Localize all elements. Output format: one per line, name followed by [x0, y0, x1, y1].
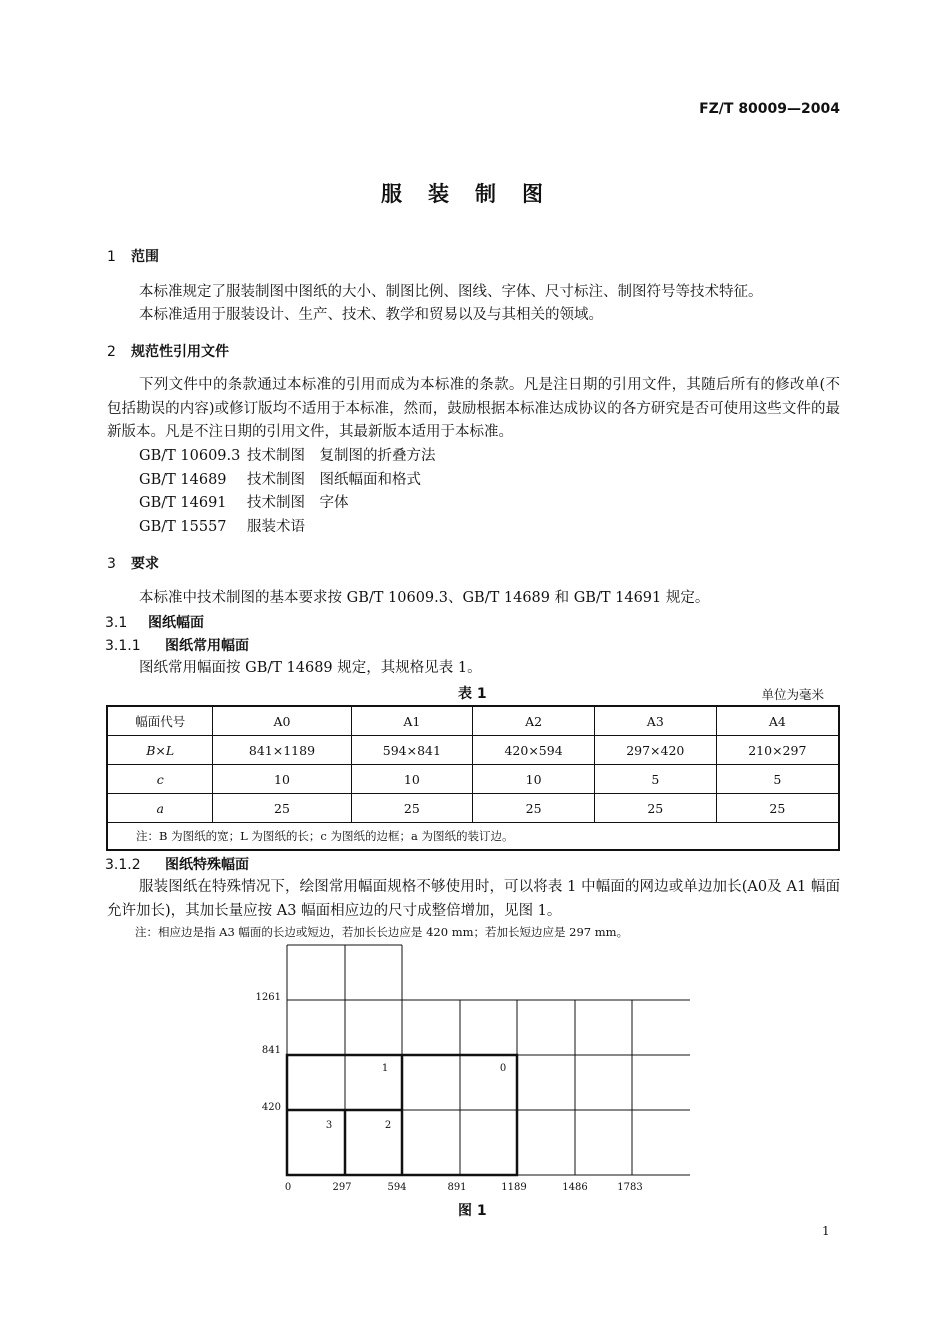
- section-2-paragraph: 下列文件中的条款通过本标准的引用而成为本标准的条款。凡是注日期的引用文件，其随后所有的修改单(不包括勘误的内容)或修订版均不适用于本标准，然而，鼓励根据本标准达成协议的各方研究是否可使用这些文件的最新版本。凡是不注日期的引用文件，其最新版本适用于本标准。: [107, 377, 840, 440]
- section-number: 2: [107, 344, 116, 360]
- section-number: 1: [107, 249, 116, 265]
- x-tick-label: 0: [284, 1182, 292, 1193]
- section-1-paragraph-1: 本标准规定了服装制图中图纸的大小、制图比例、图线、字体、尺寸标注、制图符号等技术特征。: [139, 284, 763, 300]
- section-3-1-2-note: 注：相应边是指 A3 幅面的长边或短边，若加长长边应是 420 mm；若加长短边应是 297 mm。: [135, 925, 629, 939]
- table-cell: 594×841: [351, 736, 473, 765]
- section-number: 3.1.1: [105, 638, 141, 654]
- section-1-paragraph-2: 本标准适用于服装设计、生产、技术、教学和贸易以及与其相关的领域。: [139, 307, 603, 323]
- page-title: 服装制图: [381, 182, 569, 206]
- x-tick-label: 594: [387, 1182, 407, 1193]
- reference-title: 技术制图 复制图的折叠方法: [247, 448, 436, 464]
- section-title: 图纸特殊幅面: [165, 857, 249, 873]
- table-cell: A4: [716, 706, 839, 736]
- x-tick-label: 297: [332, 1182, 352, 1193]
- table-cell: 210×297: [716, 736, 839, 765]
- table-cell: A2: [473, 706, 595, 736]
- reference-title: 服装术语: [247, 519, 305, 535]
- reference-title: 技术制图 图纸幅面和格式: [247, 472, 421, 488]
- table-cell: 25: [716, 794, 839, 823]
- table-cell: B×L: [107, 736, 213, 765]
- table-cell: 5: [594, 765, 716, 794]
- reference-code: GB/T 10609.3: [139, 448, 241, 464]
- table-cell: 25: [594, 794, 716, 823]
- table-cell: A3: [594, 706, 716, 736]
- section-number: 3: [107, 556, 116, 572]
- x-tick-label: 1189: [501, 1182, 527, 1193]
- reference-title: 技术制图 字体: [247, 495, 349, 511]
- table-cell: 297×420: [594, 736, 716, 765]
- document-id: FZ/T 80009—2004: [699, 101, 840, 117]
- y-tick-label: 420: [261, 1102, 281, 1113]
- reference-code: GB/T 14691: [139, 495, 227, 511]
- table-cell: 10: [351, 765, 473, 794]
- table-caption: 表 1: [458, 686, 487, 702]
- section-title: 图纸幅面: [148, 615, 204, 631]
- table-cell: a: [107, 794, 213, 823]
- table-cell: 25: [351, 794, 473, 823]
- table-cell: 10: [213, 765, 351, 794]
- x-tick-label: 1486: [562, 1182, 588, 1193]
- table-cell: 10: [473, 765, 595, 794]
- x-tick-label: 891: [447, 1182, 467, 1193]
- figure-caption: 图 1: [458, 1203, 487, 1219]
- section-number: 3.1.2: [105, 857, 141, 873]
- table-cell: 25: [213, 794, 351, 823]
- region-label: 3: [325, 1120, 333, 1131]
- y-tick-label: 841: [261, 1045, 281, 1056]
- table-cell: A1: [351, 706, 473, 736]
- section-number: 3.1: [105, 615, 128, 631]
- x-tick-label: 1783: [617, 1182, 643, 1193]
- table-cell: 841×1189: [213, 736, 351, 765]
- grid-lines: [287, 945, 690, 1175]
- region-label: 1: [381, 1063, 389, 1074]
- table-cell: 幅面代号: [107, 706, 213, 736]
- table-cell: c: [107, 765, 213, 794]
- y-tick-label: 1261: [255, 992, 281, 1003]
- reference-code: GB/T 15557: [139, 519, 227, 535]
- section-title: 范围: [131, 249, 159, 265]
- table-cell: 5: [716, 765, 839, 794]
- table-cell: A0: [213, 706, 351, 736]
- section-title: 规范性引用文件: [131, 344, 229, 360]
- region-label: 0: [499, 1063, 507, 1074]
- table-note: 注：B 为图纸的宽；L 为图纸的长；c 为图纸的边框；a 为图纸的装订边。: [107, 823, 839, 851]
- section-3-paragraph: 本标准中技术制图的基本要求按 GB/T 10609.3、GB/T 14689 和 GB/T 14691 规定。: [139, 590, 710, 606]
- section-3-1-2-paragraph: 服装图纸在特殊情况下，绘图常用幅面规格不够使用时，可以将表 1 中幅面的网边或单边加长(A0及 A1 幅面允许加长)，其加长量应按 A3 幅面相应边的尺寸成整倍增加，见图 1。: [107, 879, 840, 919]
- section-title: 要求: [131, 556, 159, 572]
- table-cell: 25: [473, 794, 595, 823]
- reference-code: GB/T 14689: [139, 472, 227, 488]
- table-cell: 420×594: [473, 736, 595, 765]
- region-label: 2: [384, 1120, 392, 1131]
- section-3-1-1-paragraph: 图纸常用幅面按 GB/T 14689 规定，其规格见表 1。: [139, 660, 482, 676]
- page-number: 1: [822, 1224, 830, 1238]
- section-title: 图纸常用幅面: [165, 638, 249, 654]
- table-unit: 单位为毫米: [761, 687, 824, 702]
- standard-sheet-outlines: [287, 1055, 517, 1175]
